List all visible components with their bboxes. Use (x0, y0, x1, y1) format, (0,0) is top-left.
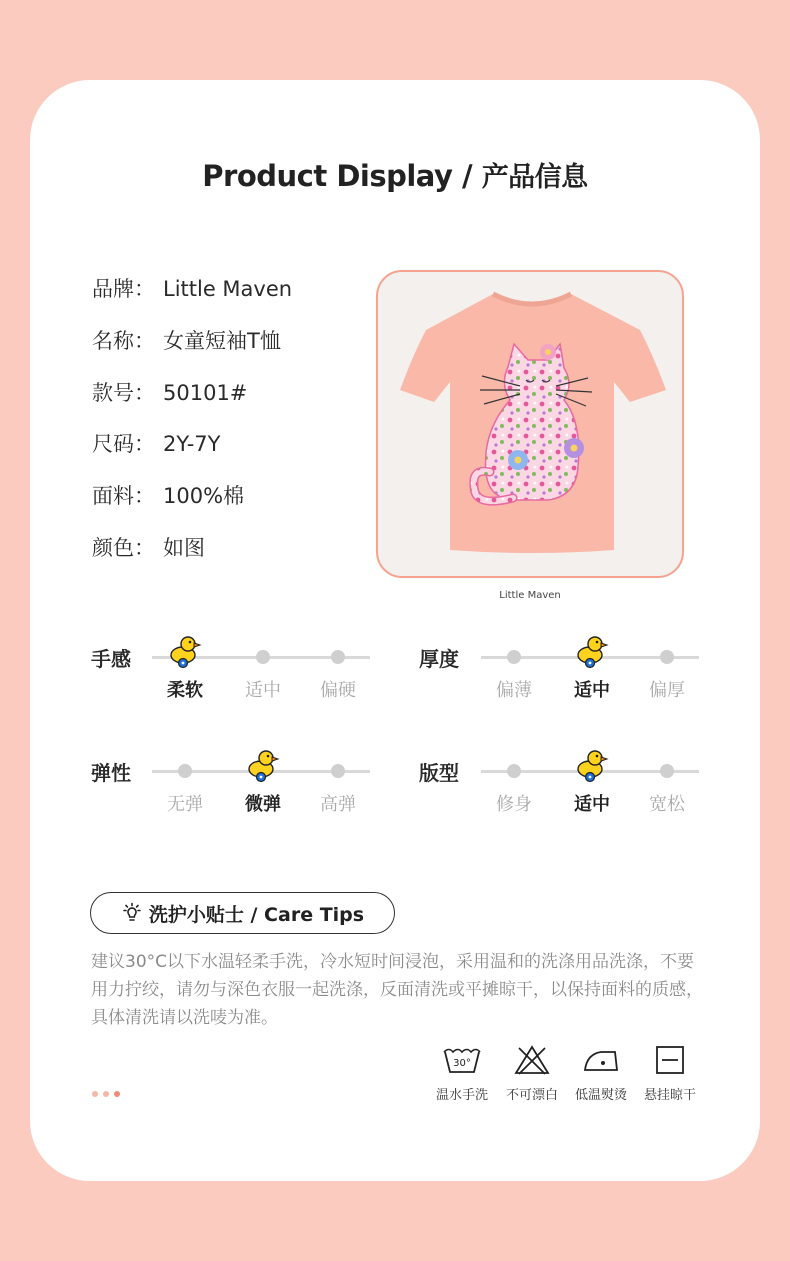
scale-stop (507, 764, 521, 778)
scale-option: 偏厚 (649, 680, 685, 701)
image-caption: Little Maven (499, 590, 561, 601)
scale-option: 偏硬 (320, 680, 356, 701)
scale-stop (660, 650, 674, 664)
duck-marker-icon (575, 633, 609, 669)
scale-option: 修身 (496, 794, 532, 815)
spec-size: 尺码： 2Y-7Y (92, 432, 221, 456)
scale-option-selected: 微弹 (245, 794, 281, 815)
page-indicator (92, 1091, 120, 1097)
hand-wash-30-icon (442, 1044, 482, 1076)
spec-style-number: 款号： 50101# (92, 381, 248, 405)
scale-option-selected: 适中 (574, 680, 610, 701)
spec-fabric: 面料： 100%棉 (92, 484, 245, 508)
low-iron-icon (581, 1044, 621, 1076)
duck-marker-icon (246, 747, 280, 783)
page-dot-active (114, 1091, 120, 1097)
scale-label: 弹性 (91, 761, 131, 785)
scale-stop (660, 764, 674, 778)
scale-label: 厚度 (419, 647, 459, 671)
spec-brand: 品牌： Little Maven (92, 277, 293, 301)
scale-option: 偏薄 (496, 680, 532, 701)
scale-stop (331, 764, 345, 778)
product-image (376, 270, 684, 578)
care-low-iron: 低温熨烫 (569, 1044, 633, 1103)
scale-stop (331, 650, 345, 664)
page-dot (92, 1091, 98, 1097)
page-title: Product Display / 产品信息 (202, 159, 588, 193)
tshirt-illustration (378, 272, 684, 578)
scale-option-selected: 柔软 (167, 680, 203, 701)
scale-option-selected: 适中 (574, 794, 610, 815)
care-tips-heading: 洗护小贴士 / Care Tips (90, 892, 395, 934)
care-tips-text: 建议30°C以下水温轻柔手洗，冷水短时间浸泡，采用温和的洗涤用品洗涤，不要用力拧绞，请勿与深色衣服一起洗涤，反面清洗或平摊晾干，以保持面料的质感，具体清洗请以洗唛为准。 (91, 952, 703, 1028)
page-dot (103, 1091, 109, 1097)
care-no-bleach: 不可漂白 (500, 1044, 564, 1103)
duck-marker-icon (168, 633, 202, 669)
scale-stop (256, 650, 270, 664)
duck-marker-icon (575, 747, 609, 783)
scale-option: 宽松 (649, 794, 685, 815)
care-hang-dry: 悬挂晾干 (638, 1044, 702, 1103)
no-bleach-icon (512, 1044, 552, 1076)
scale-option: 适中 (245, 680, 281, 701)
spec-color: 颜色： 如图 (92, 536, 205, 560)
scale-label: 版型 (419, 761, 459, 785)
scale-option: 无弹 (167, 794, 203, 815)
spec-name: 名称： 女童短袖T恤 (92, 329, 281, 353)
scale-stop (178, 764, 192, 778)
scale-option: 高弹 (320, 794, 356, 815)
care-hand-wash: 30° 温水手洗 (430, 1044, 494, 1103)
scale-stop (507, 650, 521, 664)
scale-label: 手感 (91, 647, 131, 671)
hang-dry-icon (650, 1044, 690, 1076)
lightbulb-icon (121, 902, 143, 924)
svg-text:30°: 30° (453, 1058, 471, 1069)
